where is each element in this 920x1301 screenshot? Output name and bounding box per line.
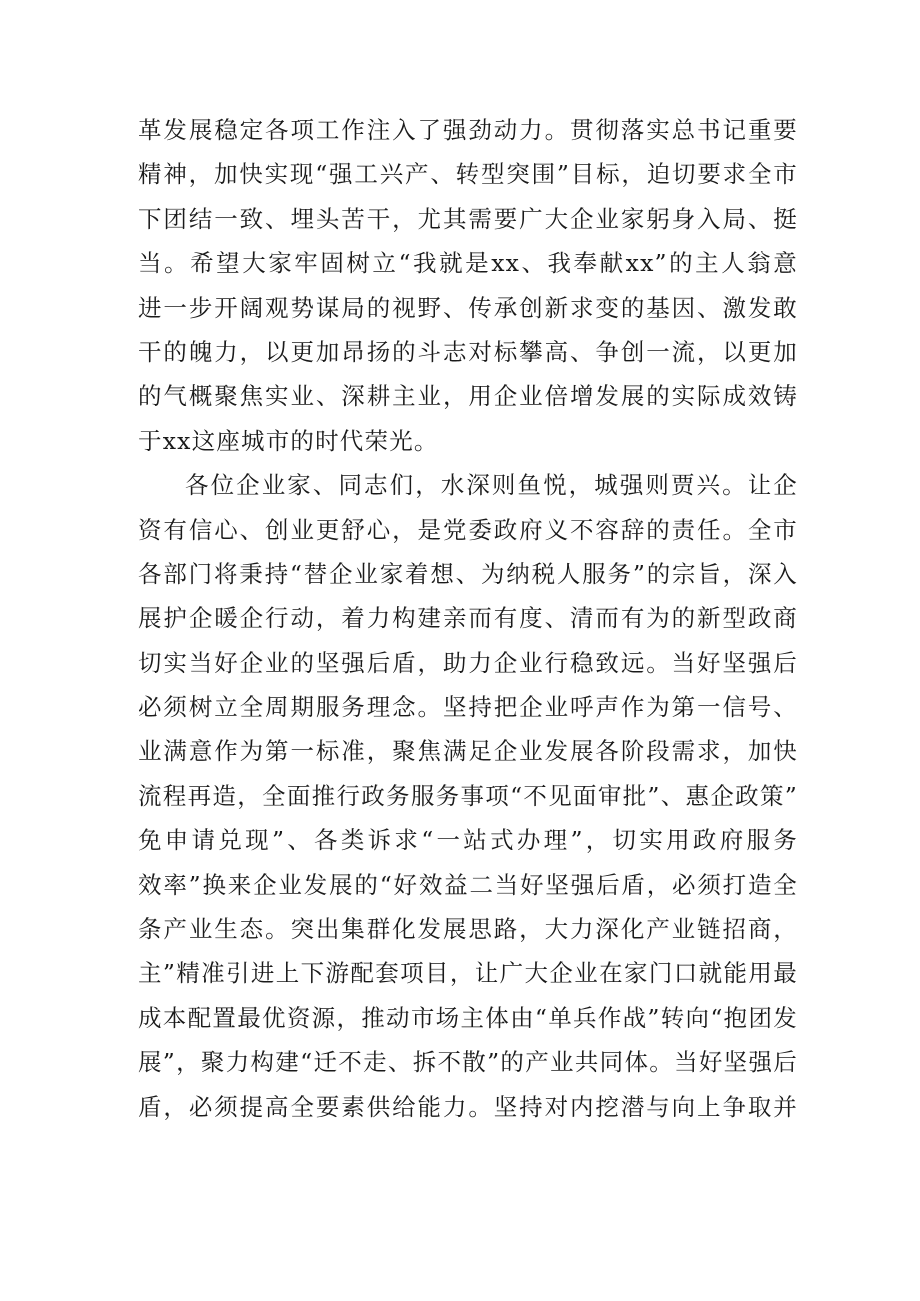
text-line: 当。希望大家牢固树立“我就是xx、我奉献xx”的主人翁意 xyxy=(138,249,798,278)
paragraph-2 xyxy=(138,463,798,1129)
text-line: 的气概聚焦实业、深耕主业，用企业倍增发展的实际成效铸 xyxy=(138,382,798,411)
text-line: 盾，必须提高全要素供给能力。坚持对内挖潜与向上争取并 xyxy=(138,1092,798,1121)
text-line: 流程再造，全面推行政务服务事项“不见面审批”、惠企政策” xyxy=(138,781,798,810)
text-line: 主”精准引进上下游配套项目，让广大企业在家门口就能用最 xyxy=(138,959,798,988)
text-line: 展护企暖企行动，着力构建亲而有度、清而有为的新型政商 xyxy=(138,604,798,633)
text-line: 下团结一致、埋头苦干，尤其需要广大企业家躬身入局、挺 xyxy=(138,204,798,233)
document-body xyxy=(138,108,798,1129)
text-line: 免申请兑现”、各类诉求“一站式办理”，切实用政府服务 xyxy=(138,826,798,855)
text-line: 于xx这座城市的时代荣光。 xyxy=(138,426,439,455)
text-line: 切实当好企业的坚强后盾，助力企业行稳致远。当好坚强后 xyxy=(138,648,798,677)
text-line: 条产业生态。突出集群化发展思路，大力深化产业链招商， xyxy=(138,915,798,944)
text-line: 革发展稳定各项工作注入了强劲动力。贯彻落实总书记重要 xyxy=(138,116,798,144)
text-line: 展”，聚力构建“迁不走、拆不散”的产业共同体。当好坚强后 xyxy=(138,1048,798,1077)
text-line: 业满意作为第一标准，聚焦满足企业发展各阶段需求，加快 xyxy=(138,737,798,766)
text-line: 效率”换来企业发展的“好效益二当好坚强后盾，必须打造全 xyxy=(138,870,798,899)
text-line: 必须树立全周期服务理念。坚持把企业呼声作为第一信号、 xyxy=(138,693,798,722)
text-line: 各位企业家、同志们，水深则鱼悦，城强则贾兴。让企 xyxy=(185,471,798,500)
text-line: 成本配置最优资源，推动市场主体由“单兵作战”转向“抱团发 xyxy=(138,1003,798,1032)
text-line: 干的魄力，以更加昂扬的斗志对标攀高、争创一流，以更加 xyxy=(138,337,798,366)
text-line: 精神，加快实现“强工兴产、转型突围”目标，迫切要求全市 xyxy=(138,160,798,189)
text-line: 进一步开阔观势谋局的视野、传承创新求变的基因、激发敢 xyxy=(138,293,798,322)
text-line: 各部门将秉持“替企业家着想、为纳税人服务”的宗旨，深入 xyxy=(138,559,798,588)
text-line: 资有信心、创业更舒心，是党委政府义不容辞的责任。全市 xyxy=(138,515,798,544)
paragraph-1 xyxy=(138,108,798,463)
